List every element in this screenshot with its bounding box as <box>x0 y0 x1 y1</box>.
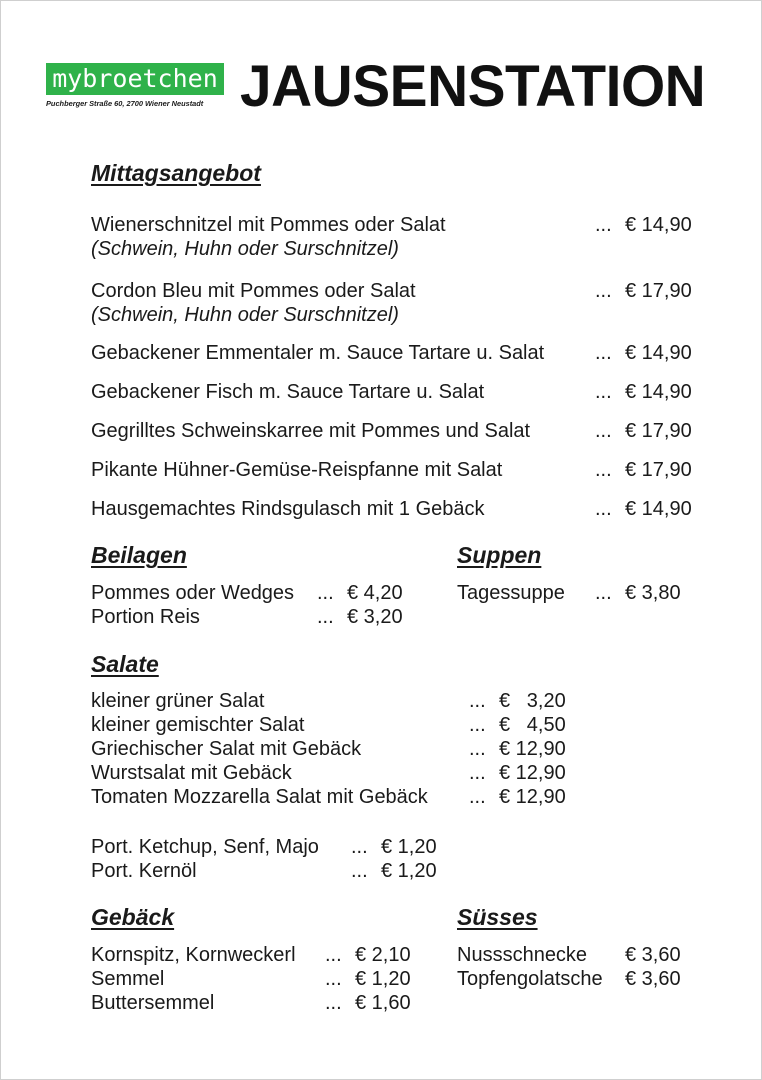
menu-item-dots: ... <box>469 762 486 784</box>
menu-item-name: kleiner gemischter Salat <box>91 714 305 736</box>
menu-item-dots: ... <box>595 582 612 604</box>
menu-item-name: Kornspitz, Kornweckerl <box>91 944 296 966</box>
menu-item-dots: ... <box>595 214 612 236</box>
menu-item-price: € 1,20 <box>381 860 437 882</box>
menu-item-dots: ... <box>595 420 612 442</box>
menu-item-name: Gebackener Fisch m. Sauce Tartare u. Salat <box>91 381 485 403</box>
menu-item-name: Portion Reis <box>91 606 200 628</box>
menu-item-price: € 14,90 <box>625 498 692 520</box>
brand-logo: mybroetchen <box>46 63 224 95</box>
menu-item-price: € 14,90 <box>625 214 692 236</box>
menu-item-price: € 17,90 <box>625 459 692 481</box>
menu-item-price: € 4,20 <box>347 582 403 604</box>
menu-item-name: Port. Kernöl <box>91 860 197 882</box>
menu-item-price: € 12,90 <box>499 786 566 808</box>
menu-item-dots: ... <box>325 968 342 990</box>
menu-item-note: (Schwein, Huhn oder Surschnitzel) <box>91 238 399 260</box>
menu-item-price: € 2,10 <box>355 944 411 966</box>
menu-item-dots: ... <box>325 992 342 1014</box>
menu-item-dots: ... <box>469 714 486 736</box>
menu-item-price: € 1,60 <box>355 992 411 1014</box>
menu-item-price: € 4,50 <box>499 714 566 736</box>
menu-item-name: Semmel <box>91 968 165 990</box>
menu-item-name: Pikante Hühner-Gemüse-Reispfanne mit Salat <box>91 459 503 481</box>
menu-item-name: Cordon Bleu mit Pommes oder Salat <box>91 280 416 302</box>
menu-item-price: € 3,60 <box>625 968 681 990</box>
menu-item-price: € 12,90 <box>499 738 566 760</box>
menu-item-name: kleiner grüner Salat <box>91 690 265 712</box>
menu-item-dots: ... <box>595 459 612 481</box>
menu-item-name: Wienerschnitzel mit Pommes oder Salat <box>91 214 446 236</box>
menu-item-price: € 14,90 <box>625 381 692 403</box>
menu-item-name: Tomaten Mozzarella Salat mit Gebäck <box>91 786 428 808</box>
menu-item-dots: ... <box>595 498 612 520</box>
menu-item-price: € 1,20 <box>355 968 411 990</box>
page-title: JAUSENSTATION <box>240 54 706 119</box>
menu-item-note: (Schwein, Huhn oder Surschnitzel) <box>91 304 399 326</box>
menu-item-dots: ... <box>325 944 342 966</box>
menu-item-name: Griechischer Salat mit Gebäck <box>91 738 362 760</box>
menu-item-name: Gegrilltes Schweinskarree mit Pommes und Salat <box>91 420 531 442</box>
menu-item-dots: ... <box>595 342 612 364</box>
menu-item-name: Hausgemachtes Rindsgulasch mit 1 Gebäck <box>91 498 485 520</box>
menu-item-dots: ... <box>595 381 612 403</box>
menu-item-price: € 1,20 <box>381 836 437 858</box>
section-heading-suesses: Süsses <box>457 904 538 930</box>
menu-item-dots: ... <box>595 280 612 302</box>
menu-item-name: Buttersemmel <box>91 992 215 1014</box>
section-heading-suppen: Suppen <box>457 542 542 568</box>
menu-item-dots: ... <box>469 738 486 760</box>
menu-item-price: € 17,90 <box>625 420 692 442</box>
menu-item-dots: ... <box>351 836 368 858</box>
section-heading-salate: Salate <box>91 651 159 677</box>
menu-item-dots: ... <box>317 606 334 628</box>
menu-item-price: € 12,90 <box>499 762 566 784</box>
menu-item-dots: ... <box>317 582 334 604</box>
menu-item-name: Tagessuppe <box>457 582 565 604</box>
menu-item-dots: ... <box>469 690 486 712</box>
menu-item-name: Pommes oder Wedges <box>91 582 295 604</box>
menu-item-name: Topfengolatsche <box>457 968 603 990</box>
menu-item-price: € 14,90 <box>625 342 692 364</box>
section-heading-beilagen: Beilagen <box>91 542 187 568</box>
section-heading-mittagsangebot: Mittagsangebot <box>91 160 261 186</box>
menu-item-name: Nussschnecke <box>457 944 588 966</box>
section-heading-gebaeck: Gebäck <box>91 904 175 930</box>
menu-item-price: € 3,20 <box>499 690 566 712</box>
menu-item-name: Port. Ketchup, Senf, Majo <box>91 836 319 858</box>
menu-item-name: Gebackener Emmentaler m. Sauce Tartare u. Salat <box>91 342 545 364</box>
menu-item-dots: ... <box>469 786 486 808</box>
menu-item-name: Wurstsalat mit Gebäck <box>91 762 292 784</box>
menu-item-dots: ... <box>351 860 368 882</box>
menu-item-price: € 3,60 <box>625 944 681 966</box>
menu-item-price: € 3,80 <box>625 582 681 604</box>
brand-address: Puchberger Straße 60, 2700 Wiener Neustadt <box>46 99 204 108</box>
menu-item-price: € 3,20 <box>347 606 403 628</box>
menu-item-price: € 17,90 <box>625 280 692 302</box>
